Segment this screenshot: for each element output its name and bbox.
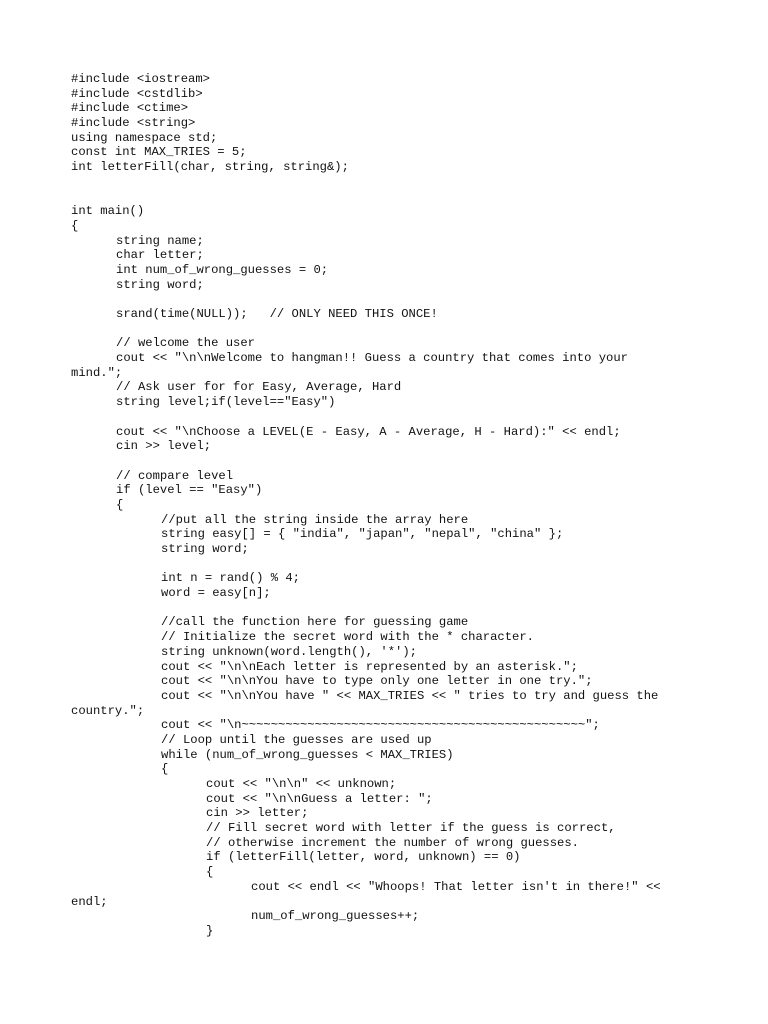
code-line: // compare level: [116, 468, 234, 483]
blank-line: [71, 292, 691, 307]
code-line: mind.";: [71, 365, 123, 380]
code-line: char letter;: [116, 248, 204, 263]
code-line: cin >> level;: [116, 439, 212, 454]
code-line: {: [161, 762, 169, 777]
code-line: #include <cstdlib>: [71, 86, 203, 101]
code-line: cout << "\n\nYou have to type only one letter in one try.";: [161, 674, 593, 689]
blank-line: [71, 410, 691, 425]
code-listing: [71, 72, 691, 939]
code-line: if (letterFill(letter, word, unknown) == 0): [206, 850, 521, 865]
code-line: cin >> letter;: [206, 806, 309, 821]
code-line: cout << "\n\n" << unknown;: [206, 777, 397, 791]
code-line: #include <string>: [71, 116, 196, 131]
code-line: using namespace std;: [71, 130, 218, 145]
blank-line: [71, 190, 691, 205]
code-line: // welcome the user: [116, 336, 255, 351]
blank-line: [71, 322, 691, 337]
code-line: {: [206, 865, 214, 880]
code-line: if (level == "Easy"): [116, 483, 263, 498]
code-line: #include <iostream>: [71, 72, 210, 86]
blank-line: [71, 175, 691, 190]
code-line: num_of_wrong_guesses++;: [251, 909, 420, 924]
code-line: int letterFill(char, string, string&);: [71, 160, 349, 175]
code-line: //call the function here for guessing game: [161, 615, 469, 630]
code-line: // Fill secret word with letter if the guess is correct,: [206, 821, 616, 836]
code-line: {: [116, 497, 124, 512]
code-line: country.";: [71, 703, 145, 718]
code-line: string word;: [116, 277, 204, 292]
code-line: cout << "\n~~~~~~~~~~~~~~~~~~~~~~~~~~~~~~~~~~~~~~~~~~~~~~~";: [161, 718, 600, 733]
blank-line: [71, 601, 691, 616]
code-line: cout << "\n\nGuess a letter: ";: [206, 791, 433, 806]
code-line: string unknown(word.length(), '*');: [161, 644, 417, 659]
code-line: }: [206, 923, 214, 938]
code-line: int num_of_wrong_guesses = 0;: [116, 262, 329, 277]
code-line: cout << "\n\nWelcome to hangman!! Guess a country that comes into your: [116, 351, 628, 366]
code-line: // Ask user for for Easy, Average, Hard: [116, 380, 402, 395]
code-line: {: [71, 218, 79, 233]
code-line: string word;: [161, 542, 249, 556]
code-line: const int MAX_TRIES = 5;: [71, 145, 247, 160]
blank-line: [71, 454, 691, 469]
code-line: cout << "\n\nYou have " << MAX_TRIES << " tries to try and guess the: [161, 688, 659, 703]
code-line: srand(time(NULL)); // ONLY NEED THIS ONCE!: [116, 307, 438, 321]
code-line: //put all the string inside the array here: [161, 512, 469, 527]
code-line: string name;: [116, 233, 204, 248]
code-line: while (num_of_wrong_guesses < MAX_TRIES): [161, 747, 454, 762]
code-line: // otherwise increment the number of wrong guesses.: [206, 835, 579, 850]
code-line: // Loop until the guesses are used up: [161, 732, 432, 747]
code-line: cout << endl << "Whoops! That letter isn't in there!" <<: [251, 879, 661, 894]
code-line: int main(): [71, 204, 145, 219]
code-line: endl;: [71, 894, 108, 909]
blank-line: [71, 557, 691, 572]
code-line: int n = rand() % 4;: [161, 571, 300, 586]
code-line: string level;if(level=="Easy"): [116, 395, 336, 410]
code-line: string easy[] = { "india", "japan", "nepal", "china" };: [161, 527, 564, 542]
code-line: cout << "\nChoose a LEVEL(E - Easy, A - Average, H - Hard):" << endl;: [116, 424, 621, 439]
code-line: cout << "\n\nEach letter is represented by an asterisk.";: [161, 659, 578, 674]
code-line: word = easy[n];: [161, 586, 271, 601]
code-line: // Initialize the secret word with the * character.: [161, 630, 534, 645]
code-line: #include <ctime>: [71, 101, 189, 116]
